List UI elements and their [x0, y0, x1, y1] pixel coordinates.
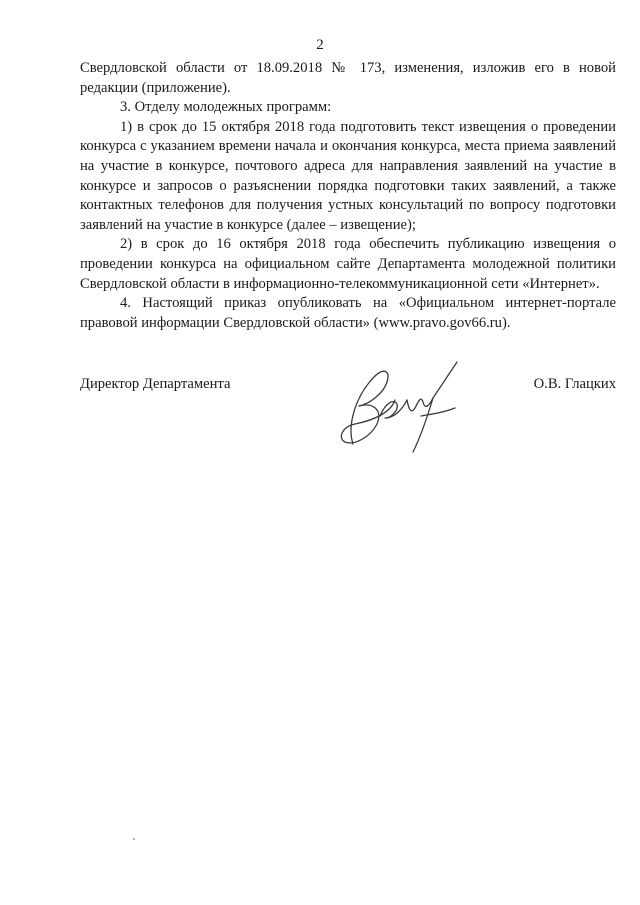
paragraph-subitem-1: 1) в срок до 15 октября 2018 года подготовить текст извещения о проведении конкурса с указанием времени начала и окончания конкурса, места приема заявлений на участие в конкурсе, почтового адреса для направления заявлений на участие в конкурсе и запросов о разъяснении порядка подготовки таких заявлений, а также контактных телефонов для получения устных консультаций по вопросу подготовки заявлений на участие в конкурсе (далее – извещение); — [80, 118, 616, 233]
signatory-title: Директор Департамента — [80, 376, 231, 392]
paragraph-item-4: 4. Настоящий приказ опубликовать на «Официальном интернет-портале правовой информации Свердловской области» (www.pravo.gov66.ru). — [80, 295, 616, 331]
paragraph-continuation: Свердловской области от 18.09.2018 № 173, изменения, изложив его в новой редакции (приложение). — [80, 60, 616, 96]
scan-speck — [133, 838, 135, 840]
page-number: 2 — [316, 37, 324, 53]
signatory-name: О.В. Глацких — [533, 376, 616, 392]
document-body — [80, 59, 616, 333]
handwritten-signature — [325, 356, 475, 456]
paragraph-item-3: 3. Отделу молодежных программ: — [120, 99, 332, 116]
paragraph-subitem-2: 2) в срок до 16 октября 2018 года обеспечить публикацию извещения о проведении конкурса на официальном сайте Департамента молодежной политики Свердловской области в информационно-телекоммуникационной сети «Интернет». — [80, 236, 616, 292]
